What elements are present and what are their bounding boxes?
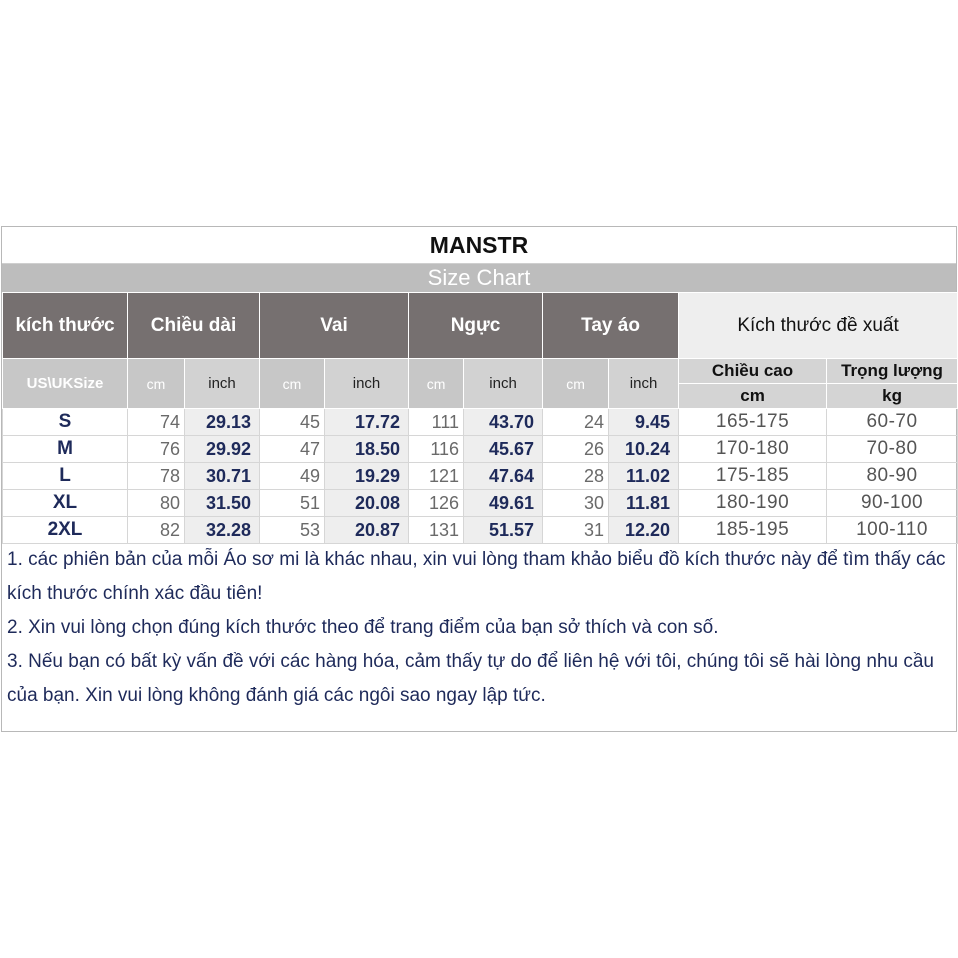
cell-sleeve-cm: 26 <box>543 436 609 463</box>
cell-chest-inch: 47.64 <box>464 463 543 490</box>
cell-sleeve-inch: 9.45 <box>609 409 679 436</box>
subheader-sleeve-inch: inch <box>609 359 679 409</box>
table-row <box>3 436 958 463</box>
cell-length-cm: 78 <box>128 463 185 490</box>
cell-shoulder-cm: 47 <box>260 436 325 463</box>
cell-sleeve-cm: 31 <box>543 517 609 544</box>
cell-chest-cm: 126 <box>409 490 464 517</box>
cell-chest-cm: 121 <box>409 463 464 490</box>
cell-height: 180-190 <box>679 490 827 517</box>
subheader-shoulder-cm: cm <box>260 359 325 409</box>
header-size: kích thước <box>3 293 128 359</box>
cell-length-cm: 82 <box>128 517 185 544</box>
cell-weight: 80-90 <box>827 463 958 490</box>
size-chart <box>1 226 957 732</box>
size-notes <box>7 543 952 713</box>
table-row <box>3 463 958 490</box>
cell-shoulder-inch: 19.29 <box>325 463 409 490</box>
subheader-length-cm: cm <box>128 359 185 409</box>
subheader-length-inch: inch <box>185 359 260 409</box>
cell-length-inch: 29.92 <box>185 436 260 463</box>
cell-shoulder-inch: 17.72 <box>325 409 409 436</box>
subheader-chest-inch: inch <box>464 359 543 409</box>
subheader-size: US\UKSize <box>3 359 128 409</box>
header-recommended: Kích thước đề xuất <box>679 293 958 359</box>
size-chart-banner: Size Chart <box>2 264 956 292</box>
cell-chest-inch: 45.67 <box>464 436 543 463</box>
cell-height: 185-195 <box>679 517 827 544</box>
cell-length-inch: 31.50 <box>185 490 260 517</box>
cell-size: M <box>3 436 128 463</box>
cell-chest-cm: 131 <box>409 517 464 544</box>
cell-size: XL <box>3 490 128 517</box>
cell-height: 165-175 <box>679 409 827 436</box>
table-row <box>3 490 958 517</box>
cell-shoulder-cm: 45 <box>260 409 325 436</box>
note-2: 2. Xin vui lòng chọn đúng kích thước theo để trang điểm của bạn sở thích và con số. <box>7 617 719 638</box>
cell-sleeve-cm: 28 <box>543 463 609 490</box>
size-table <box>2 292 958 544</box>
cell-sleeve-inch: 11.81 <box>609 490 679 517</box>
cell-shoulder-cm: 49 <box>260 463 325 490</box>
header-shoulder: Vai <box>260 293 409 359</box>
cell-length-cm: 80 <box>128 490 185 517</box>
cell-shoulder-inch: 18.50 <box>325 436 409 463</box>
cell-weight: 90-100 <box>827 490 958 517</box>
subheader-chest-cm: cm <box>409 359 464 409</box>
cell-height: 170-180 <box>679 436 827 463</box>
cell-size: 2XL <box>3 517 128 544</box>
subheader-sleeve-cm: cm <box>543 359 609 409</box>
cell-sleeve-inch: 11.02 <box>609 463 679 490</box>
cell-sleeve-inch: 12.20 <box>609 517 679 544</box>
cell-chest-cm: 111 <box>409 409 464 436</box>
cell-chest-inch: 51.57 <box>464 517 543 544</box>
subheader-height-unit: cm <box>679 384 827 409</box>
table-row <box>3 409 958 436</box>
cell-sleeve-cm: 30 <box>543 490 609 517</box>
header-sleeve: Tay áo <box>543 293 679 359</box>
brand-title: MANSTR <box>2 227 956 264</box>
cell-size: S <box>3 409 128 436</box>
subheader-weight: Trọng lượng <box>827 359 958 384</box>
header-length: Chiều dài <box>128 293 260 359</box>
cell-chest-cm: 116 <box>409 436 464 463</box>
cell-length-cm: 76 <box>128 436 185 463</box>
subheader-weight-unit: kg <box>827 384 958 409</box>
cell-chest-inch: 49.61 <box>464 490 543 517</box>
header-chest: Ngực <box>409 293 543 359</box>
cell-weight: 100-110 <box>827 517 958 544</box>
cell-shoulder-cm: 53 <box>260 517 325 544</box>
cell-weight: 70-80 <box>827 436 958 463</box>
cell-weight: 60-70 <box>827 409 958 436</box>
cell-chest-inch: 43.70 <box>464 409 543 436</box>
cell-shoulder-cm: 51 <box>260 490 325 517</box>
cell-length-inch: 30.71 <box>185 463 260 490</box>
subheader-shoulder-inch: inch <box>325 359 409 409</box>
cell-shoulder-inch: 20.87 <box>325 517 409 544</box>
cell-sleeve-inch: 10.24 <box>609 436 679 463</box>
cell-height: 175-185 <box>679 463 827 490</box>
cell-shoulder-inch: 20.08 <box>325 490 409 517</box>
subheader-height: Chiều cao <box>679 359 827 384</box>
cell-length-inch: 29.13 <box>185 409 260 436</box>
table-row <box>3 517 958 544</box>
note-1: 1. các phiên bản của mỗi Áo sơ mi là khác nhau, xin vui lòng tham khảo biểu đồ kích thước này để tìm thấy các kích thước chính xác đầu tiên! <box>7 549 946 604</box>
cell-sleeve-cm: 24 <box>543 409 609 436</box>
cell-length-cm: 74 <box>128 409 185 436</box>
cell-size: L <box>3 463 128 490</box>
note-3: 3. Nếu bạn có bất kỳ vấn đề với các hàng hóa, cảm thấy tự do để liên hệ với tôi, chúng tôi sẽ hài lòng nhu cầu của bạn. Xin vui lòng không đánh giá các ngôi sao ngay lập tức. <box>7 651 934 706</box>
cell-length-inch: 32.28 <box>185 517 260 544</box>
